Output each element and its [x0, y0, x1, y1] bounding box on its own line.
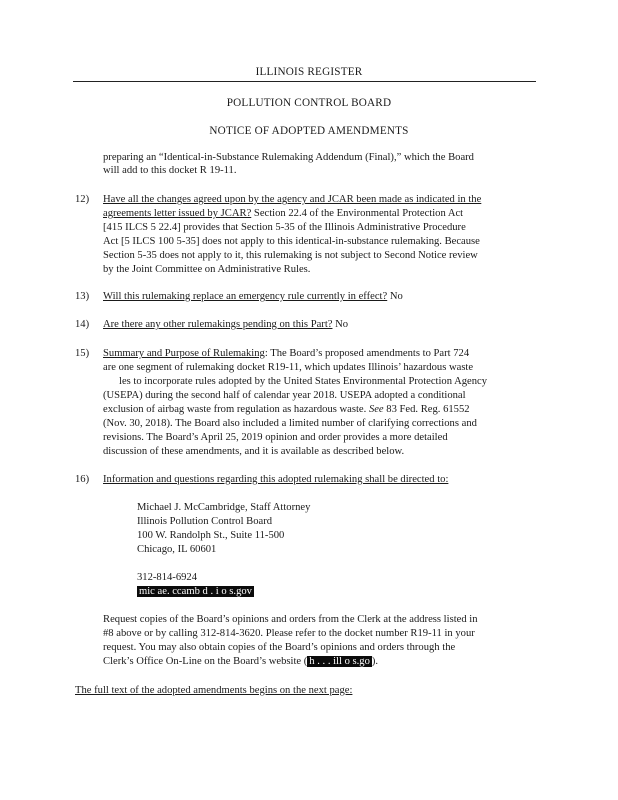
item-15-line-5: [103, 403, 470, 417]
request-line-4-a: Clerk’s Office On-Line on the Board’s website (: [103, 656, 308, 667]
header-rule: [73, 81, 536, 82]
item-12-line-3: [415 ILCS 5 22.4] provides that Section 5-35 of the Illinois Administrative Procedure: [103, 222, 466, 233]
item-15-line-6: (Nov. 30, 2018). The Board also included a limited number of clarifying corrections and: [103, 418, 477, 429]
item-13-number: 13): [75, 291, 90, 302]
intro-line-2: will add to this docket R 19-11.: [103, 165, 237, 176]
contact-org: Illinois Pollution Control Board: [137, 516, 273, 527]
item-15-heading: Summary and Purpose of Rulemaking: [103, 348, 265, 359]
request-line-3: request. You may also obtain copies of the Board’s opinions and orders through the: [103, 642, 456, 653]
full-text-note: The full text of the adopted amendments begins on the next page:: [75, 685, 353, 696]
contact-name: Michael J. McCambridge, Staff Attorney: [137, 502, 311, 513]
contact-email-redacted[interactable]: mic ae. ccamb d . i o s.gov: [139, 586, 252, 597]
contact-city: Chicago, IL 60601: [137, 544, 217, 555]
item-13-line: [103, 290, 403, 304]
item-15-line-3: les to incorporate rules adopted by the United States Environmental Protection Agency: [119, 376, 488, 387]
item-16-number: 16): [75, 474, 90, 485]
item-14-answer: No: [332, 319, 349, 330]
item-12-line-1: Have all the changes agreed upon by the agency and JCAR been made as indicated in the: [103, 194, 482, 205]
contact-email[interactable]: [137, 585, 254, 599]
board-title: POLLUTION CONTROL BOARD: [226, 97, 392, 109]
item-14-number: 14): [75, 319, 90, 330]
item-13-question: Will this rulemaking replace an emergency rule currently in effect?: [103, 291, 388, 302]
item-12-line-5: Section 5-35 does not apply to it, this rulemaking is not subject to Second Notice review: [103, 250, 478, 261]
item-12-number: 12): [75, 194, 90, 205]
item-12-line-2-rest: Section 22.4 of the Environmental Protection Act: [251, 208, 464, 219]
item-15-line-1: [103, 347, 469, 361]
item-13-answer: No: [387, 291, 403, 302]
item-14-question: Are there any other rulemakings pending on this Part?: [103, 319, 333, 330]
item-15-line-7: revisions. The Board’s April 25, 2019 opinion and order provides a more detailed: [103, 432, 448, 443]
request-line-2: #8 above or by calling 312-814-3620. Please refer to the docket number R19-11 in your: [103, 628, 475, 639]
contact-phone: 312-814-6924: [137, 572, 198, 583]
notice-title: NOTICE OF ADOPTED AMENDMENTS: [209, 125, 409, 137]
item-15-line-2: are one segment of rulemaking docket R19-11, which updates Illinois’ hazardous waste: [103, 362, 474, 373]
item-14-line: [103, 318, 348, 332]
intro-line-1: preparing an “Identical-in-Substance Rulemaking Addendum (Final),” which the Board: [103, 152, 474, 163]
request-line-4: [103, 655, 378, 669]
item-15-see: See: [368, 404, 384, 415]
item-15-line-5-a: exclusion of airbag waste from regulation as hazardous waste.: [103, 404, 369, 415]
item-12-line-2: [103, 207, 463, 221]
request-line-4-b: ).: [371, 656, 379, 667]
item-15-line-1-rest: : The Board’s proposed amendments to Part 724: [264, 348, 470, 359]
contact-street: 100 W. Randolph St., Suite 11-500: [137, 530, 285, 541]
request-line-1: Request copies of the Board’s opinions and orders from the Clerk at the address listed in: [103, 614, 478, 625]
item-15-line-5-b: 83 Fed. Reg. 61552: [383, 404, 470, 415]
item-15-number: 15): [75, 348, 90, 359]
register-title: ILLINOIS REGISTER: [255, 66, 363, 78]
item-12-line-6: by the Joint Committee on Administrative Rules.: [103, 264, 311, 275]
item-12-question-end: agreements letter issued by JCAR?: [103, 208, 252, 219]
website-link-redacted[interactable]: h . . . ill o s.go: [309, 656, 370, 667]
item-15-line-4: (USEPA) during the second half of calendar year 2018. USEPA adopted a conditional: [103, 390, 466, 401]
item-16-heading: Information and questions regarding this adopted rulemaking shall be directed to:: [103, 474, 449, 485]
item-12-line-4: Act [5 ILCS 100 5-35] does not apply to this identical-in-substance rulemaking. Because: [103, 236, 480, 247]
item-15-line-8: discussion of these amendments, and it is available as described below.: [103, 446, 405, 457]
